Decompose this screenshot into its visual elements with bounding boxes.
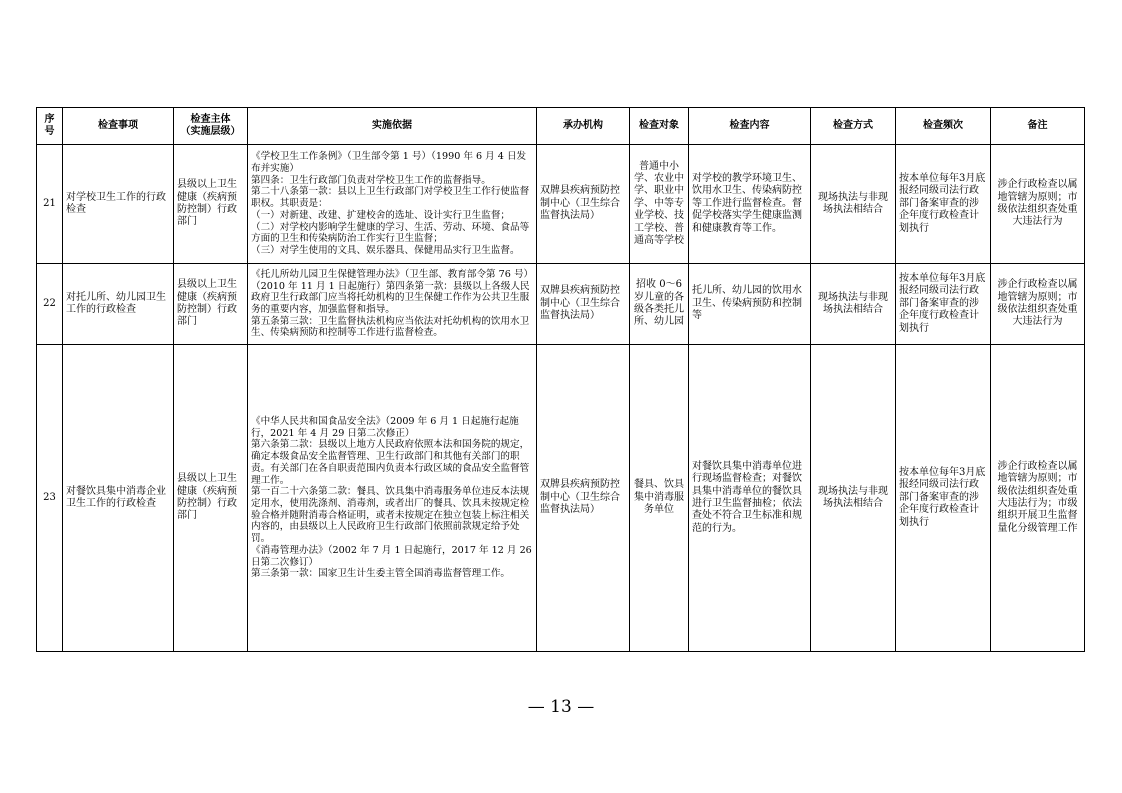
cell-basis: 《学校卫生工作条例》（卫生部令第 1 号）（1990 年 6 月 4 日发布并实施） 第四条：卫生行政部门负责对学校卫生工作的监督指导。 第二十八条第一款：县以上卫生行政部门对学校卫生工作行使监督职权。其职责是： （一）对新建、改建、扩建校舍的选址、设计实行卫生监督； （二）对学校内影响学生健康的学习、生活、劳动、环境、食品等方面的卫生和传染病防治工作实行卫生监督； （三）对学生使用的文具、娱乐器具、保健用品实行卫生监督。: [248, 145, 537, 264]
cell-target: 餐具、饮具集中消毒服务单位: [630, 345, 689, 652]
header-target: 检查对象: [630, 108, 689, 145]
cell-basis: 《托儿所幼儿园卫生保健管理办法》（卫生部、教育部令第 76 号）（2010 年 11 月 1 日起施行）第四条第一款：县级以上各级人民政府卫生行政部门应当将托幼机构的卫生保健工作作为公共卫生服务的重要内容，加强监督和指导。 第五条第三款：卫生监督执法机构应当依法对托幼机构的饮用水卫生、传染病预防和控制等工作进行监督检查。: [248, 264, 537, 345]
cell-method: 现场执法与非现场执法相结合: [811, 345, 896, 652]
header-subject: 检查主体 （实施层级）: [174, 108, 248, 145]
cell-subject: 县级以上卫生健康（疾病预防控制）行政部门: [174, 345, 248, 652]
cell-method: 现场执法与非现场执法相结合: [811, 264, 896, 345]
cell-agency: 双牌县疾病预防控制中心（卫生综合监督执法局）: [537, 345, 630, 652]
cell-method: 现场执法与非现场执法相结合: [811, 145, 896, 264]
cell-content: 托儿所、幼儿园的饮用水卫生、传染病预防和控制等: [689, 264, 811, 345]
cell-agency: 双牌县疾病预防控制中心（卫生综合监督执法局）: [537, 264, 630, 345]
cell-frequency: 按本单位每年3月底报经同级司法行政部门备案审查的涉企年度行政检查计划执行: [896, 345, 991, 652]
cell-no: 22: [37, 264, 63, 345]
cell-frequency: 按本单位每年3月底报经同级司法行政部门备案审查的涉企年度行政检查计划执行: [896, 145, 991, 264]
cell-item: 对托儿所、幼儿园卫生工作的行政检查: [63, 264, 174, 345]
cell-target: 普通中小学、农业中学、职业中学、中等专业学校、技工学校、普通高等学校: [630, 145, 689, 264]
cell-no: 23: [37, 345, 63, 652]
cell-agency: 双牌县疾病预防控制中心（卫生综合监督执法局）: [537, 145, 630, 264]
page-number: — 13 —: [527, 697, 595, 717]
header-basis: 实施依据: [248, 108, 537, 145]
header-item: 检查事项: [63, 108, 174, 145]
cell-subject: 县级以上卫生健康（疾病预防控制）行政部门: [174, 145, 248, 264]
cell-basis: 《中华人民共和国食品安全法》（2009 年 6 月 1 日起施行起施行，2021 年 4 月 29 日第二次修正） 第六条第二款：县级以上地方人民政府依照本法和国务院的规定，确定本级食品安全监督管理、卫生行政部门和其他有关部门的职责。有关部门在各自职责范围内负责本行政区域的食品安全监督管理工作。 第一百二十六条第二款：餐具、饮具集中消毒服务单位违反本法规定用水，使用洗涤剂、消毒剂，或者出厂的餐具、饮具未按规定检验合格并随附消毒合格证明，或者未按规定在独立包装上标注相关内容的，由县级以上人民政府卫生行政部门依照前款规定给予处罚。 《消毒管理办法》（2002 年 7 月 1 日起施行，2017 年 12 月 26 日第二次修订） 第三条第一款：国家卫生计生委主管全国消毒监督管理工作。: [248, 345, 537, 652]
cell-content: 对学校的教学环境卫生、饮用水卫生、传染病防控等工作进行监督检查。督促学校落实学生健康监测和健康教育等工作。: [689, 145, 811, 264]
cell-frequency: 按本单位每年3月底报经同级司法行政部门备案审查的涉企年度行政检查计划执行: [896, 264, 991, 345]
table-row: [37, 264, 1085, 345]
cell-remark: 涉企行政检查以属地管辖为原则；市级依法组织查处重大违法行为: [991, 264, 1085, 345]
inspection-table: [36, 107, 1085, 652]
header-content: 检查内容: [689, 108, 811, 145]
header-no: 序号: [37, 108, 63, 145]
table-row: [37, 345, 1085, 652]
cell-content: 对餐饮具集中消毒单位进行现场监督检查；对餐饮具集中消毒单位的餐饮具进行卫生监督抽检；依法查处不符合卫生标准和规范的行为。: [689, 345, 811, 652]
cell-item: 对餐饮具集中消毒企业卫生工作的行政检查: [63, 345, 174, 652]
header-method: 检查方式: [811, 108, 896, 145]
cell-no: 21: [37, 145, 63, 264]
table-row: [37, 145, 1085, 264]
cell-target: 招收 0～6 岁儿童的各级各类托儿所、幼儿园: [630, 264, 689, 345]
header-agency: 承办机构: [537, 108, 630, 145]
table-header-row: [37, 108, 1085, 145]
header-frequency: 检查频次: [896, 108, 991, 145]
cell-remark: 涉企行政检查以属地管辖为原则；市级依法组织查处重大违法行为；市级组织开展卫生监督量化分级管理工作: [991, 345, 1085, 652]
header-remark: 备注: [991, 108, 1085, 145]
cell-subject: 县级以上卫生健康（疾病预防控制）行政部门: [174, 264, 248, 345]
cell-remark: 涉企行政检查以属地管辖为原则；市级依法组织查处重大违法行为: [991, 145, 1085, 264]
cell-item: 对学校卫生工作的行政检查: [63, 145, 174, 264]
